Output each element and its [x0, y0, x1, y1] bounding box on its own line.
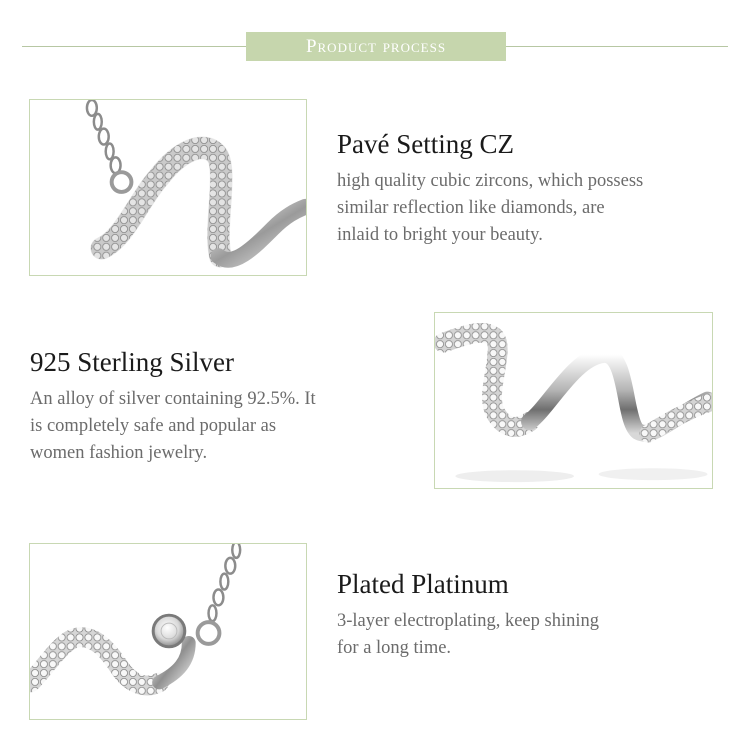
feature-description: [337, 608, 727, 662]
pendant-wave-image: [435, 313, 712, 488]
feature-title: Pavé Setting CZ: [337, 129, 514, 159]
header-divider-right: [506, 46, 728, 47]
feature-title: Plated Platinum: [337, 569, 509, 599]
description-line: An alloy of silver containing 92.5%. It: [30, 389, 316, 409]
product-photo-plated-platinum: [29, 543, 307, 720]
pendant-closeup-image: [30, 100, 306, 275]
section-header-banner: [246, 32, 506, 61]
description-line: high quality cubic zircons, which possess: [337, 171, 644, 191]
description-line: women fashion jewelry.: [30, 443, 208, 463]
feature-plated-platinum: [337, 568, 727, 662]
product-photo-pave-setting: [29, 99, 307, 276]
product-photo-sterling-silver: [434, 312, 713, 489]
section-header-title: Product process: [305, 35, 447, 57]
header-divider-left: [22, 46, 246, 47]
feature-sterling-silver: [30, 346, 410, 467]
pendant-stone-image: [30, 544, 306, 719]
feature-title: 925 Sterling Silver: [30, 347, 234, 377]
description-line: 3-layer electroplating, keep shining: [337, 611, 599, 631]
description-line: inlaid to bright your beauty.: [337, 225, 543, 245]
feature-pave-setting: [337, 128, 727, 249]
feature-description: [30, 386, 410, 467]
feature-description: [337, 168, 727, 249]
description-line: for a long time.: [337, 638, 452, 658]
description-line: is completely safe and popular as: [30, 416, 277, 436]
description-line: similar reflection like diamonds, are: [337, 198, 605, 218]
